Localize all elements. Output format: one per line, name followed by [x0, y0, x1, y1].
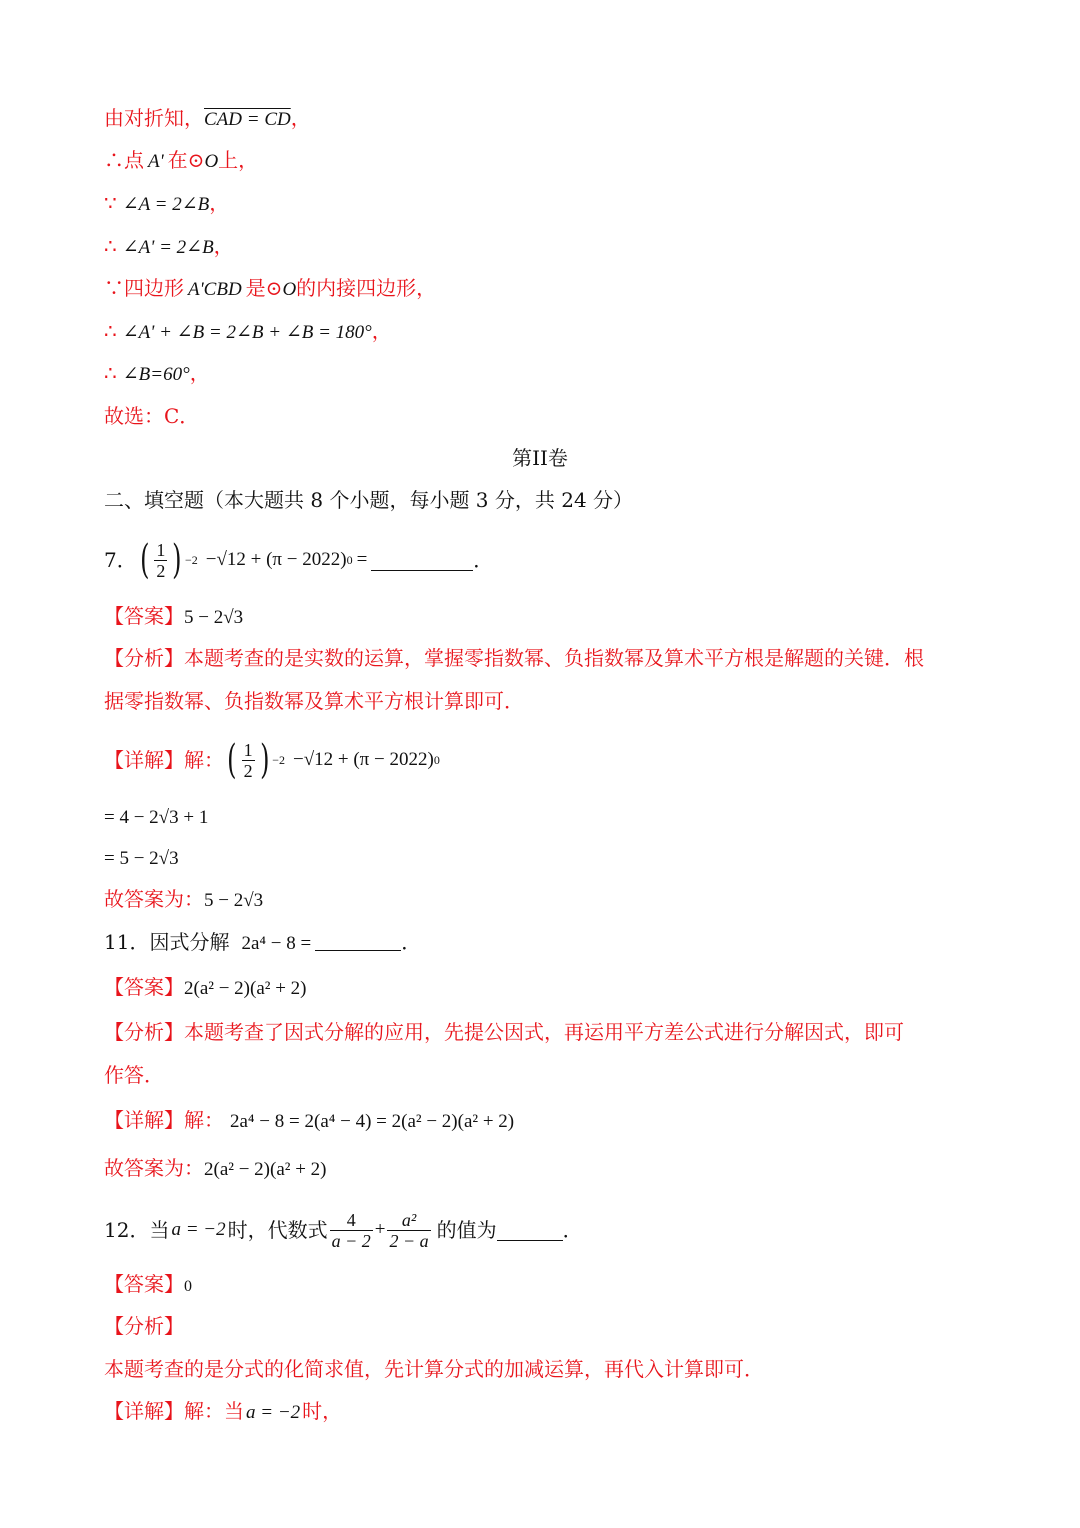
volume-title: [0, 444, 1080, 472]
circle-label: O: [282, 279, 297, 300]
text: ．: [562, 1218, 583, 1242]
text: 时，: [302, 1399, 343, 1423]
q7-analysis-line1: [104, 644, 924, 672]
text: 本题考查的是分式的化简求值，先计算分式的加减运算，再代入计算即可．: [104, 1357, 764, 1381]
q7-step2: [104, 845, 179, 873]
final-value: 2(a² − 2)(a² + 2): [204, 1159, 327, 1180]
q7-analysis-line2: [104, 687, 524, 715]
expression: −√12 + (π − 2022): [205, 549, 347, 570]
text: 据零指数幂、负指数幂及算术平方根计算即可．: [104, 689, 524, 713]
text: 解：: [184, 748, 224, 772]
text: 是⊙: [245, 276, 283, 300]
detail-label: 【详解】: [104, 1399, 184, 1423]
q7-step1: [104, 804, 208, 832]
q11-analysis-line2: [104, 1061, 164, 1089]
text: ∵: [104, 191, 117, 215]
text: ∴: [104, 234, 117, 258]
text: ，: [290, 106, 311, 130]
text: 在⊙: [167, 148, 205, 172]
denominator: 2: [156, 560, 166, 581]
text: ∴: [104, 319, 117, 343]
condition: a = −2: [246, 1402, 301, 1423]
text: ，: [209, 191, 230, 215]
paren-close: ): [259, 737, 270, 783]
q11-analysis-line1: [104, 1018, 904, 1046]
question-7: 7． ( $\frac{1}{2}$ ) −2 −√12 + (π − 2022) 0 = ．: [104, 537, 494, 583]
angle-equation: ∠A' = 2∠B: [122, 237, 214, 258]
fold-statement: [104, 104, 311, 134]
question-number: 11．因式分解: [104, 930, 230, 954]
text: 本题考查的是实数的运算，掌握零指数幂、负指数幂及算术平方根是解题的关键．根: [184, 646, 924, 670]
answer-label: 【答案】: [104, 975, 184, 999]
fraction-1: [330, 1210, 373, 1251]
analysis-label: 【分析】: [104, 1314, 184, 1338]
analysis-label: 【分析】: [104, 646, 184, 670]
circle-label: O: [204, 151, 219, 172]
fraction: [242, 740, 255, 781]
q12-answer: [104, 1270, 192, 1301]
question-12: [104, 1206, 583, 1254]
q12-detail: [104, 1397, 342, 1427]
denominator: 2 − a: [389, 1230, 429, 1251]
text: ，: [213, 234, 234, 258]
fraction-2: [387, 1210, 430, 1251]
final-label: 故答案为：: [104, 887, 204, 911]
q7-final: [104, 885, 263, 915]
denominator: 2: [243, 760, 253, 781]
analysis-label: 【分析】: [104, 1020, 184, 1044]
cyclic-quadrilateral: [104, 274, 436, 304]
text: 上，: [218, 148, 259, 172]
answer-value: 5 − 2√3: [184, 607, 244, 628]
q7-detail: 【详解】 解： ( $\frac{1}{2}$ ) −2 −√12 + (π − 2022) 0: [104, 737, 440, 783]
text: 解：: [184, 1108, 224, 1132]
answer-label: 【答案】: [104, 604, 184, 628]
angle-equation: ∠A = 2∠B: [122, 194, 210, 215]
answer-blank: [497, 1220, 563, 1241]
text: ∴点: [104, 148, 144, 172]
point-on-circle: [104, 146, 258, 176]
paren-open: (: [227, 737, 237, 783]
angle-result: [104, 359, 210, 389]
q7-answer: [104, 602, 243, 632]
q11-detail: [104, 1106, 514, 1136]
given-angle: [104, 189, 229, 219]
detail-label: 【详解】: [104, 748, 184, 772]
text: ∵四边形: [104, 276, 184, 300]
final-value: 5 − 2√3: [204, 890, 264, 911]
text: ，: [189, 361, 210, 385]
text: ．: [401, 930, 422, 954]
numerator: 4: [346, 1209, 356, 1230]
plus-sign: +: [374, 1219, 386, 1240]
angle-sum: [104, 317, 392, 347]
angle-equation: ∠A' + ∠B = 2∠B + ∠B = 180°: [122, 322, 372, 343]
text: 二、填空题（本大题共 8 个小题，每小题 3 分，共 24 分）: [104, 488, 634, 512]
paren-close: ): [172, 537, 182, 583]
derived-angle: [104, 232, 234, 262]
text: 由对折知，: [104, 106, 204, 130]
detail-expression: 2a⁴ − 8 = 2(a⁴ − 4) = 2(a² − 2)(a² + 2): [230, 1111, 515, 1132]
expression: −√12 + (π − 2022): [293, 749, 434, 770]
step-expression: = 4 − 2√3 + 1: [104, 807, 209, 828]
text: ，: [371, 319, 392, 343]
condition: a = −2: [171, 1219, 226, 1240]
numerator: a²: [401, 1209, 417, 1230]
answer-blank: [315, 930, 401, 951]
question-11: [104, 928, 421, 958]
text: 本题考查了因式分解的应用，先提公因式，再运用平方差公式进行分解因式，即可: [184, 1020, 904, 1044]
fraction: [154, 540, 167, 581]
text: 的内接四边形，: [296, 276, 437, 300]
text: ．: [473, 548, 494, 572]
quadrilateral-label: A'CBD: [188, 279, 242, 300]
answer-blank: [371, 550, 473, 571]
paren-open: (: [139, 537, 150, 583]
numerator: 1: [243, 739, 253, 760]
text: 故选：C．: [104, 404, 200, 428]
text: 第II卷: [512, 446, 568, 470]
detail-label: 【详解】: [104, 1108, 184, 1132]
answer-label: 【答案】: [104, 1272, 184, 1296]
text: ∴: [104, 361, 117, 385]
text: 的值为: [436, 1218, 497, 1242]
q12-analysis-label: [104, 1312, 184, 1340]
question-number: 7．: [104, 548, 137, 572]
expression: 2a⁴ − 8 =: [241, 933, 312, 954]
final-label: 故答案为：: [104, 1156, 204, 1180]
answer-value: 0: [184, 1278, 192, 1295]
section-heading: [104, 486, 633, 514]
arc-equation: CAD = CD: [204, 109, 291, 130]
angle-equation: ∠B=60°: [122, 364, 190, 385]
answer-value: 2(a² − 2)(a² + 2): [184, 978, 307, 999]
denominator: a − 2: [331, 1230, 371, 1251]
equals-sign: =: [356, 549, 368, 570]
q11-answer: [104, 973, 307, 1003]
q11-final: [104, 1154, 327, 1184]
q12-analysis-line1: [104, 1355, 764, 1383]
point-label: A': [148, 151, 164, 172]
choice-answer: [104, 402, 199, 430]
question-number: 12．当: [104, 1218, 170, 1242]
text: 解：当: [184, 1399, 244, 1423]
text: 作答．: [104, 1063, 164, 1087]
numerator: 1: [156, 539, 166, 560]
step-expression: = 5 − 2√3: [104, 848, 179, 869]
text: 时，代数式: [227, 1218, 328, 1242]
